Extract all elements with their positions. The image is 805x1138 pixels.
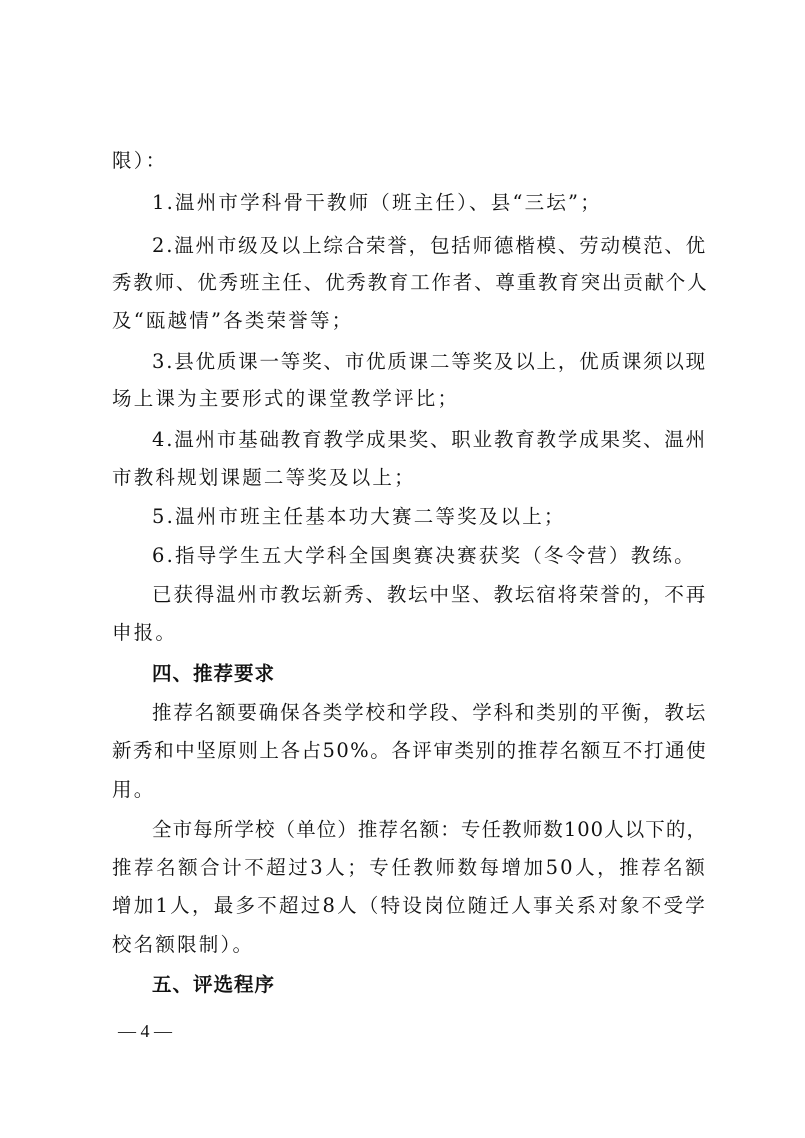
- text-line: 增加1人，最多不超过8人（特设岗位随迁人事关系对象不受学: [112, 894, 707, 917]
- list-item-2: 2.温州市级及以上综合荣誉，包括师德楷模、劳动模范、优: [152, 234, 707, 257]
- section-heading-5: 五、评选程序: [152, 973, 276, 996]
- page-number: — 4 —: [118, 1021, 172, 1041]
- text-line: 新秀和中坚原则上各占50%。各评审类别的推荐名额互不打通使: [112, 739, 707, 762]
- list-item-1: 1.温州市学科骨干教师（班主任）、县“三坛”；: [152, 191, 602, 214]
- text-line: 限）：: [112, 149, 168, 172]
- text-line: 市教科规划课题二等奖及以上；: [112, 466, 416, 489]
- text-line: 秀教师、优秀班主任、优秀教育工作者、尊重教育突出贡献个人: [112, 271, 709, 294]
- paragraph-line: 全市每所学校（单位）推荐名额：专任教师数100人以下的，: [152, 818, 707, 841]
- text-line: 用。: [112, 778, 156, 801]
- list-item-6: 6.指导学生五大学科全国奥赛决赛获奖（冬令营）教练。: [152, 544, 696, 567]
- list-item-3: 3.县优质课一等奖、市优质课二等奖及以上，优质课须以现: [152, 350, 707, 373]
- list-item-5: 5.温州市班主任基本功大赛二等奖及以上；: [152, 505, 566, 528]
- text-line: 及“瓯越情”各类荣誉等；: [112, 309, 354, 332]
- section-heading-4: 四、推荐要求: [152, 662, 276, 685]
- text-line: 场上课为主要形式的课堂教学评比；: [112, 387, 460, 410]
- paragraph-line: 已获得温州市教坛新秀、教坛中坚、教坛宿将荣誉的，不再: [152, 583, 707, 606]
- paragraph-line: 推荐名额要确保各类学校和学段、学科和类别的平衡，教坛: [152, 701, 707, 724]
- text-line: 校名额限制）。: [112, 933, 255, 956]
- list-item-4: 4.温州市基础教育教学成果奖、职业教育教学成果奖、温州: [152, 428, 707, 451]
- text-line: 推荐名额合计不超过3人；专任教师数每增加50人，推荐名额: [112, 856, 707, 879]
- text-line: 申报。: [112, 621, 178, 644]
